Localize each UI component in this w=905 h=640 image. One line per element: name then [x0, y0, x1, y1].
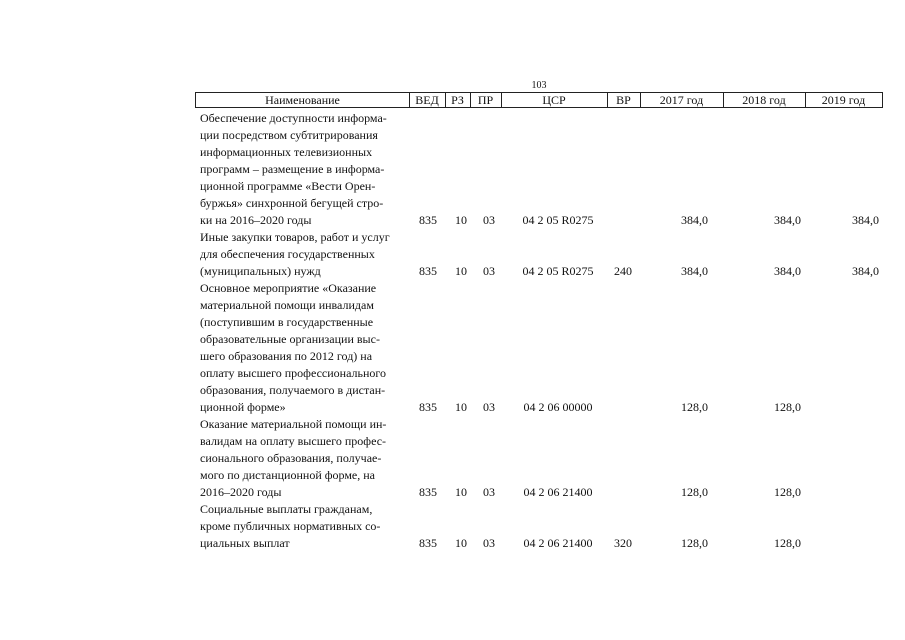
row-value-2017: 128,0 [681, 400, 708, 414]
column-header-csr: ЦСР [542, 93, 566, 107]
row-ved: 835 [419, 264, 437, 278]
row-ved: 835 [419, 213, 437, 227]
row-ved: 835 [419, 485, 437, 499]
column-header-name: Наименование [265, 93, 340, 107]
row-value-2018: 128,0 [774, 485, 801, 499]
row-ved: 835 [419, 536, 437, 550]
column-header-rz: РЗ [451, 93, 464, 107]
row-name: Социальные выплаты гражданам, кроме публичных нормативных со- циальных выплат [200, 502, 381, 550]
row-pr: 03 [483, 264, 495, 278]
column-header-vr: ВР [616, 93, 631, 107]
column-header-2017: 2017 год [659, 93, 704, 107]
row-pr: 03 [483, 400, 495, 414]
row-csr: 04 2 06 21400 [523, 485, 593, 499]
row-name: Основное мероприятие «Оказание материальной помощи инвалидам (поступившим в государственные образовательные организации выс- шего образования по 2012 год) на оплату высшего профессионального образования, получаемого в дистан- ционной форме» [200, 281, 387, 414]
table-header [195, 92, 883, 108]
row-rz: 10 [455, 536, 467, 550]
row-value-2019: 384,0 [852, 213, 879, 227]
row-csr: 04 2 06 21400 [523, 536, 593, 550]
page-number: 103 [531, 80, 547, 91]
row-name: Обеспечение доступности информа- ции посредством субтитрирования информационных телевизионных программ – размещение в информа- ционной программе «Вести Орен- буржья» синхронной бегущей стро- ки на 2016–2020 годы [200, 111, 387, 227]
row-rz: 10 [455, 264, 467, 278]
row-rz: 10 [455, 213, 467, 227]
row-vr: 240 [614, 264, 632, 278]
column-header-pr: ПР [477, 93, 494, 107]
row-value-2017: 384,0 [681, 264, 708, 278]
column-header-2019: 2019 год [821, 93, 866, 107]
row-name: Оказание материальной помощи ин- валидам на оплату высшего профес- сионального образования, получае- мого по дистанционной форме, на 2016–2020 годы [200, 417, 387, 499]
row-csr: 04 2 05 R0275 [522, 213, 594, 227]
row-name: Иные закупки товаров, работ и услуг для обеспечения государственных (муниципальных) нужд [200, 230, 390, 278]
row-vr: 320 [614, 536, 632, 550]
row-ved: 835 [419, 400, 437, 414]
row-pr: 03 [483, 536, 495, 550]
row-value-2018: 128,0 [774, 536, 801, 550]
row-value-2018: 128,0 [774, 400, 801, 414]
row-rz: 10 [455, 400, 467, 414]
row-value-2018: 384,0 [774, 213, 801, 227]
row-value-2017: 384,0 [681, 213, 708, 227]
row-pr: 03 [483, 485, 495, 499]
row-pr: 03 [483, 213, 495, 227]
row-csr: 04 2 05 R0275 [522, 264, 594, 278]
row-value-2018: 384,0 [774, 264, 801, 278]
row-value-2017: 128,0 [681, 536, 708, 550]
column-header-2018: 2018 год [742, 93, 786, 107]
row-value-2019: 384,0 [852, 264, 879, 278]
row-csr: 04 2 06 00000 [523, 400, 593, 414]
column-header-ved: ВЕД [415, 93, 439, 107]
row-value-2017: 128,0 [681, 485, 708, 499]
row-rz: 10 [455, 485, 467, 499]
